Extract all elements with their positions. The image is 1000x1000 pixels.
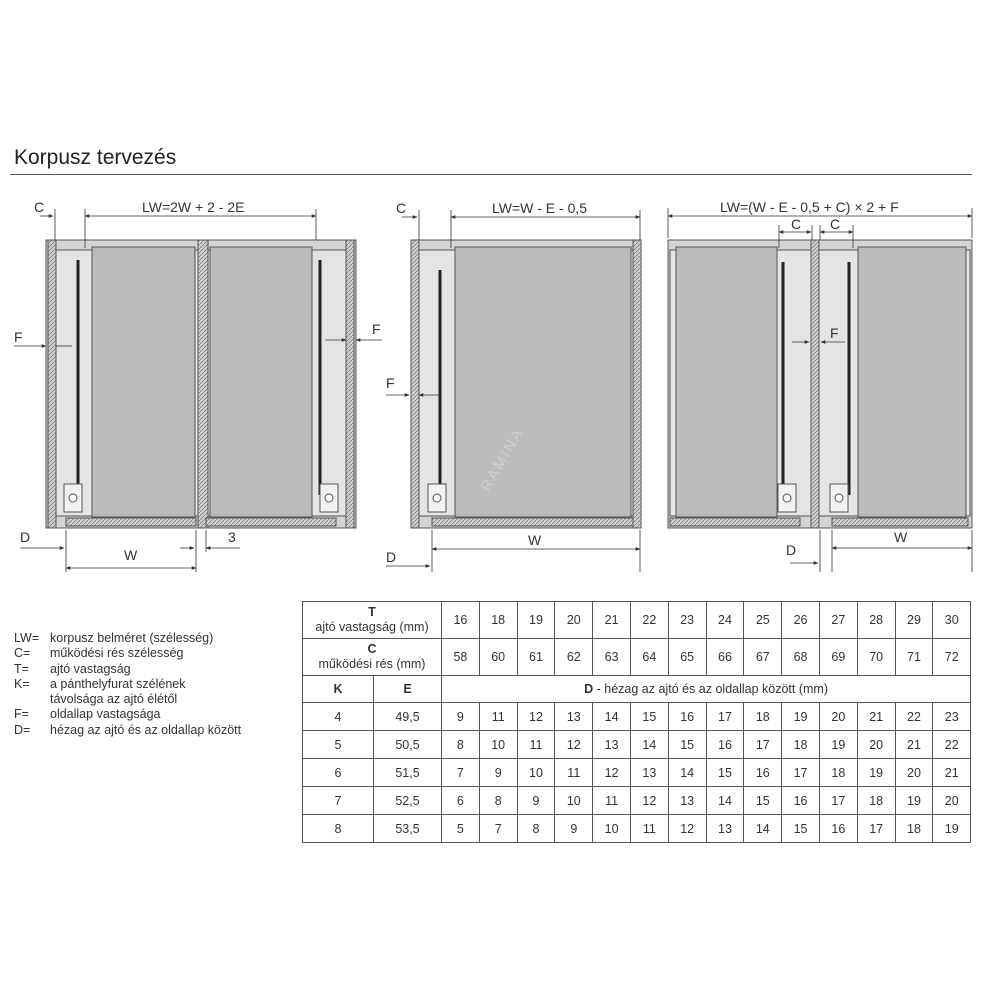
d-value: 15 <box>744 787 782 815</box>
t-value: 29 <box>895 602 933 639</box>
legend-row: távolsága az ajtó élétől <box>50 692 178 707</box>
side-panel-left-2 <box>411 240 419 528</box>
d-value: 17 <box>782 759 820 787</box>
d-value: 9 <box>479 759 517 787</box>
d-value: 21 <box>857 703 895 731</box>
d-value: 16 <box>819 815 857 843</box>
d-value: 16 <box>706 731 744 759</box>
c-value: 71 <box>895 639 933 676</box>
d1-gap-label: 3 <box>228 529 236 545</box>
d-value: 13 <box>593 731 631 759</box>
d-value: 12 <box>593 759 631 787</box>
d-value: 10 <box>593 815 631 843</box>
t-value: 20 <box>555 602 593 639</box>
d-value: 16 <box>782 787 820 815</box>
d-value: 14 <box>744 815 782 843</box>
t-sub: ajtó vastagság (mm) <box>315 620 429 634</box>
d-value: 14 <box>593 703 631 731</box>
d1-f-right-label: F <box>372 321 381 337</box>
e-value: 52,5 <box>374 787 442 815</box>
ked-header-row <box>303 676 971 703</box>
d-value: 6 <box>442 787 480 815</box>
door-2 <box>455 247 631 517</box>
bottom-panel-left-3 <box>670 518 800 526</box>
d-value: 15 <box>630 703 668 731</box>
bottom-panel-right-1 <box>206 518 336 526</box>
d-value: 11 <box>555 759 593 787</box>
hinge-left-3 <box>778 484 796 512</box>
k-value: 4 <box>303 703 374 731</box>
t-value: 21 <box>593 602 631 639</box>
t-value: 16 <box>442 602 480 639</box>
t-row <box>303 602 971 639</box>
d2-d-label: D <box>386 549 397 565</box>
t-value: 30 <box>933 602 971 639</box>
d2-f-label: F <box>386 375 395 391</box>
t-value: 26 <box>782 602 820 639</box>
bottom-panel-right-3 <box>832 518 968 526</box>
d3-w-label: W <box>894 529 908 545</box>
door-right-1 <box>210 247 312 517</box>
table-row <box>303 731 971 759</box>
d-header <box>442 676 971 703</box>
d-value: 18 <box>895 815 933 843</box>
diagram-3 <box>668 240 972 528</box>
t-head: T <box>368 605 376 619</box>
d3-formula: LW=(W - E - 0,5 + C) × 2 + F <box>720 199 899 215</box>
d-value: 13 <box>706 815 744 843</box>
d-value: 7 <box>479 815 517 843</box>
c-value: 67 <box>744 639 782 676</box>
d-value: 11 <box>593 787 631 815</box>
d-value: 20 <box>933 787 971 815</box>
d-value: 10 <box>517 759 555 787</box>
d-value: 8 <box>442 731 480 759</box>
d-value: 15 <box>668 731 706 759</box>
d-value: 15 <box>706 759 744 787</box>
k-value: 5 <box>303 731 374 759</box>
d-value: 17 <box>706 703 744 731</box>
d-value: 8 <box>517 815 555 843</box>
side-panel-left-1 <box>48 240 56 528</box>
d2-c-label: C <box>396 200 407 216</box>
d-value: 12 <box>555 731 593 759</box>
t-value: 19 <box>517 602 555 639</box>
c-head: C <box>367 642 377 656</box>
c-value: 72 <box>933 639 971 676</box>
d-value: 18 <box>857 787 895 815</box>
hinge-right-3 <box>830 484 848 512</box>
page-title: Korpusz tervezés <box>14 146 177 169</box>
d-value: 19 <box>933 815 971 843</box>
d-value: 11 <box>479 703 517 731</box>
e-value: 53,5 <box>374 815 442 843</box>
d-value: 21 <box>895 731 933 759</box>
d-value: 15 <box>782 815 820 843</box>
d1-w-label: W <box>124 547 138 563</box>
d2-formula: LW=W - E - 0,5 <box>492 200 588 216</box>
legend-row: D= hézag az ajtó és az oldallap között <box>14 722 242 737</box>
t-value: 22 <box>630 602 668 639</box>
d1-d-label: D <box>20 529 31 545</box>
d-value: 11 <box>517 731 555 759</box>
d-value: 19 <box>857 759 895 787</box>
d-value: 11 <box>630 815 668 843</box>
c-row <box>303 639 971 676</box>
t-value: 24 <box>706 602 744 639</box>
side-panel-right-2 <box>633 240 641 528</box>
d-value: 19 <box>782 703 820 731</box>
d-head: D <box>584 682 594 696</box>
d-value: 19 <box>819 731 857 759</box>
d-value: 18 <box>744 703 782 731</box>
d3-c1-label: C <box>791 216 802 232</box>
d3-f-label: F <box>830 325 839 341</box>
d-value: 14 <box>668 759 706 787</box>
t-header-cell <box>303 602 442 639</box>
c-value: 61 <box>517 639 555 676</box>
e-value: 50,5 <box>374 731 442 759</box>
middle-divider-1 <box>198 240 208 528</box>
d-value: 12 <box>517 703 555 731</box>
d-value: 18 <box>819 759 857 787</box>
c-value: 66 <box>706 639 744 676</box>
d-value: 17 <box>744 731 782 759</box>
diagram-1 <box>46 240 356 528</box>
d1-f-left-label: F <box>14 329 23 345</box>
d-value: 12 <box>668 815 706 843</box>
d-head-rest: - hézag az ajtó és az oldallap között (mm) <box>593 682 828 696</box>
door-right-3 <box>858 247 966 517</box>
d-value: 20 <box>819 703 857 731</box>
d-value: 9 <box>517 787 555 815</box>
table-row <box>303 787 971 815</box>
c-value: 60 <box>479 639 517 676</box>
t-value: 28 <box>857 602 895 639</box>
d1-formula: LW=2W + 2 - 2E <box>142 199 245 215</box>
e-value: 49,5 <box>374 703 442 731</box>
d1-c-label: C <box>34 199 45 215</box>
legend-row: T= ajtó vastagság <box>14 661 131 676</box>
t-value: 25 <box>744 602 782 639</box>
d-value: 5 <box>442 815 480 843</box>
legend-row: F= oldallap vastagsága <box>14 707 161 722</box>
d-value: 7 <box>442 759 480 787</box>
diagram-2 <box>411 240 641 528</box>
c-value: 58 <box>442 639 480 676</box>
side-panel-right-1 <box>346 240 354 528</box>
bottom-panel-2 <box>432 518 633 526</box>
t-value: 18 <box>479 602 517 639</box>
d-value: 16 <box>744 759 782 787</box>
door-left-1 <box>92 247 195 517</box>
d-value: 13 <box>668 787 706 815</box>
d-value: 17 <box>857 815 895 843</box>
d-value: 9 <box>555 815 593 843</box>
d-value: 21 <box>933 759 971 787</box>
c-value: 62 <box>555 639 593 676</box>
d-value: 14 <box>630 731 668 759</box>
c-value: 63 <box>593 639 631 676</box>
d-value: 18 <box>782 731 820 759</box>
k-value: 8 <box>303 815 374 843</box>
d-value: 23 <box>933 703 971 731</box>
d-value: 13 <box>630 759 668 787</box>
d-value: 20 <box>895 759 933 787</box>
t-value: 27 <box>819 602 857 639</box>
d-value: 17 <box>819 787 857 815</box>
c-value: 68 <box>782 639 820 676</box>
d3-d-label: D <box>786 542 797 558</box>
d-value: 22 <box>933 731 971 759</box>
bottom-panel-left-1 <box>66 518 196 526</box>
watermark: RAMINA <box>477 424 528 495</box>
hinge-left-1 <box>64 484 82 512</box>
d-value: 13 <box>555 703 593 731</box>
d-value: 20 <box>857 731 895 759</box>
e-value: 51,5 <box>374 759 442 787</box>
d-value: 10 <box>479 731 517 759</box>
door-left-3 <box>676 247 777 517</box>
d-value: 10 <box>555 787 593 815</box>
k-header: K <box>303 676 374 703</box>
legend-row: K= a pánthelyfurat szélének <box>14 676 186 691</box>
c-value: 70 <box>857 639 895 676</box>
spec-table <box>302 601 971 843</box>
legend-row: LW= korpusz belméret (szélesség) <box>14 631 214 645</box>
middle-divider-3 <box>811 240 819 528</box>
c-value: 64 <box>630 639 668 676</box>
d-value: 19 <box>895 787 933 815</box>
k-value: 7 <box>303 787 374 815</box>
d-value: 14 <box>706 787 744 815</box>
t-value: 23 <box>668 602 706 639</box>
c-header-cell <box>303 639 442 676</box>
hinge-2 <box>428 484 446 512</box>
d-value: 16 <box>668 703 706 731</box>
d3-c2-label: C <box>830 216 841 232</box>
d-value: 9 <box>442 703 480 731</box>
d-value: 22 <box>895 703 933 731</box>
k-value: 6 <box>303 759 374 787</box>
table-row <box>303 815 971 843</box>
c-value: 69 <box>819 639 857 676</box>
legend-row: C= működési rés szélesség <box>14 646 184 661</box>
table-row <box>303 703 971 731</box>
c-sub: működési rés (mm) <box>318 657 426 671</box>
table-row <box>303 759 971 787</box>
legend <box>14 631 241 738</box>
d-value: 12 <box>630 787 668 815</box>
c-value: 65 <box>668 639 706 676</box>
hinge-right-1 <box>320 484 338 512</box>
e-header: E <box>374 676 442 703</box>
d2-w-label: W <box>528 532 542 548</box>
d-value: 8 <box>479 787 517 815</box>
